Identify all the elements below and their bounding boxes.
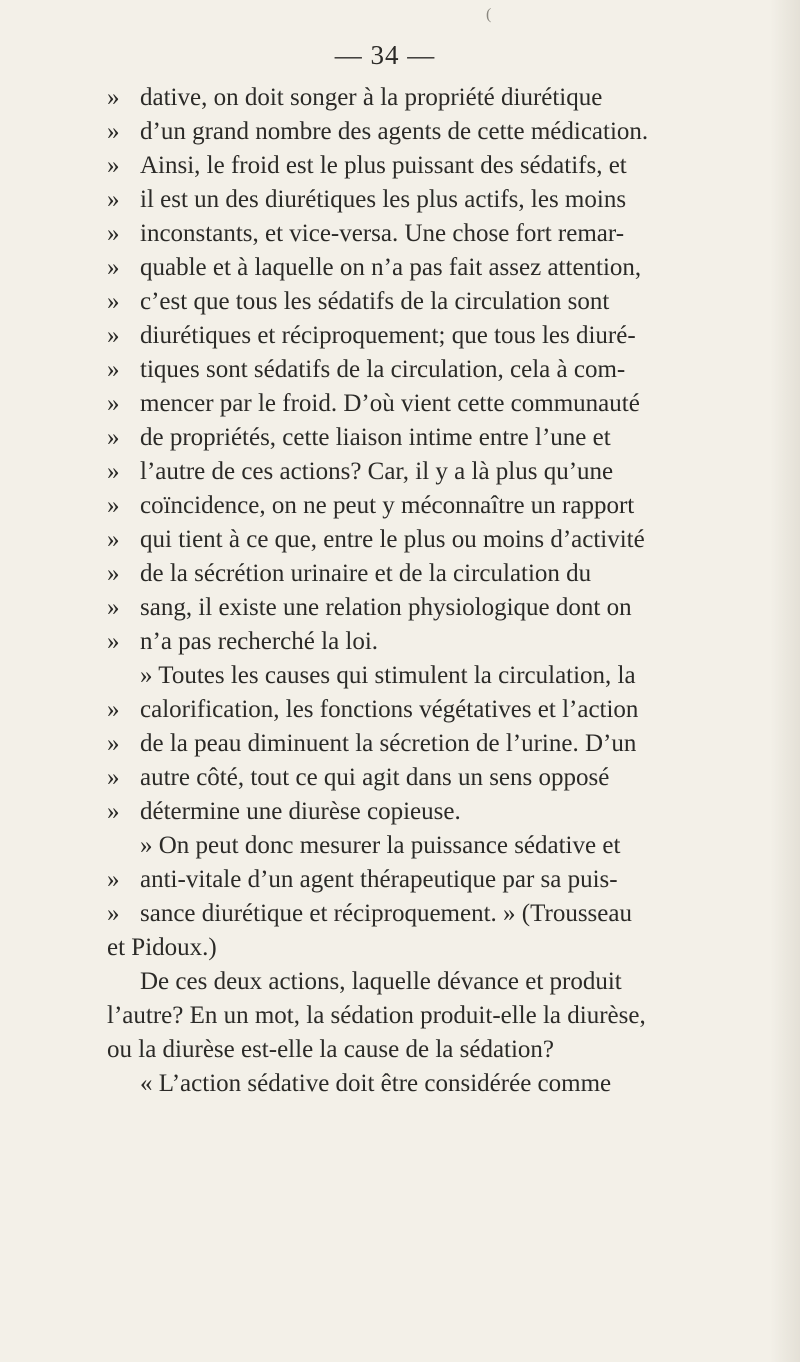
quote-mark: » — [107, 118, 120, 145]
quote-mark: » — [107, 356, 120, 383]
quote-mark: » — [107, 696, 120, 723]
quote-mark: » — [107, 322, 120, 349]
quote-mark: » — [107, 254, 120, 281]
quote-mark: » — [107, 560, 120, 587]
line-text: diurétiques et réciproquement; que tous les diuré- — [140, 322, 636, 349]
line-text: calorification, les fonctions végétatives et l’action — [140, 696, 639, 723]
page-number: — 34 — — [334, 40, 436, 70]
quote-mark: » — [107, 424, 120, 451]
quote-mark: » — [107, 764, 120, 791]
line-text: » Toutes les causes qui stimulent la circulation, la — [140, 662, 636, 689]
line-text: Ainsi, le froid est le plus puissant des sédatifs, et — [140, 152, 627, 179]
quote-mark: » — [107, 730, 120, 757]
line-text: d’un grand nombre des agents de cette médication. — [140, 118, 649, 145]
line-text: autre côté, tout ce qui agit dans un sens opposé — [140, 764, 610, 791]
line-text: « L’action sédative doit être considérée comme — [140, 1070, 612, 1097]
line-text: ou la diurèse est-elle la cause de la sédation? — [107, 1036, 555, 1063]
quote-mark: » — [107, 594, 120, 621]
line-text: sang, il existe une relation physiologique dont on — [140, 594, 632, 621]
quote-mark: » — [107, 866, 120, 893]
line-text: n’a pas recherché la loi. — [140, 628, 379, 655]
quote-mark: » — [107, 628, 120, 655]
quote-mark: » — [107, 526, 120, 553]
line-text: de propriétés, cette liaison intime entre l’une et — [140, 424, 611, 451]
quote-mark: » — [107, 186, 120, 213]
line-text: tiques sont sédatifs de la circulation, cela à com- — [140, 356, 626, 383]
quote-mark: » — [107, 900, 120, 927]
line-text: l’autre? En un mot, la sédation produit-elle la diurèse, — [107, 1002, 646, 1029]
line-text: mencer par le froid. D’où vient cette communauté — [140, 390, 640, 417]
line-text: c’est que tous les sédatifs de la circulation sont — [140, 288, 610, 315]
quote-mark: » — [107, 220, 120, 247]
line-text: inconstants, et vice-versa. Une chose fort remar- — [140, 220, 625, 247]
line-text: qui tient à ce que, entre le plus ou moins d’activité — [140, 526, 645, 553]
line-text: de la peau diminuent la sécretion de l’urine. D’un — [140, 730, 637, 757]
quote-mark: » — [107, 390, 120, 417]
line-text: quable et à laquelle on n’a pas fait assez attention, — [140, 254, 642, 281]
line-text: et Pidoux.) — [107, 934, 217, 961]
page-edge-shadow — [770, 0, 800, 1362]
line-text: De ces deux actions, laquelle dévance et produit — [140, 968, 622, 995]
quote-mark: » — [107, 152, 120, 179]
top-margin-mark: ( — [486, 6, 492, 23]
line-text: » On peut donc mesurer la puissance sédative et — [140, 832, 621, 859]
quote-mark: » — [107, 84, 120, 111]
line-text: sance diurétique et réciproquement. » (Trousseau — [140, 900, 632, 927]
line-text: anti-vitale d’un agent thérapeutique par sa puis- — [140, 866, 618, 893]
quote-mark: » — [107, 288, 120, 315]
line-text: l’autre de ces actions? Car, il y a là plus qu’une — [140, 458, 614, 485]
quote-mark: » — [107, 492, 120, 519]
line-text: de la sécrétion urinaire et de la circulation du — [140, 560, 592, 587]
line-text: détermine une diurèse copieuse. — [140, 798, 461, 825]
line-text: coïncidence, on ne peut y méconnaître un rapport — [140, 492, 635, 519]
quote-mark: » — [107, 458, 120, 485]
line-text: il est un des diurétiques les plus actifs, les moins — [140, 186, 627, 213]
quote-mark: » — [107, 798, 120, 825]
line-text: dative, on doit songer à la propriété diurétique — [140, 84, 603, 111]
